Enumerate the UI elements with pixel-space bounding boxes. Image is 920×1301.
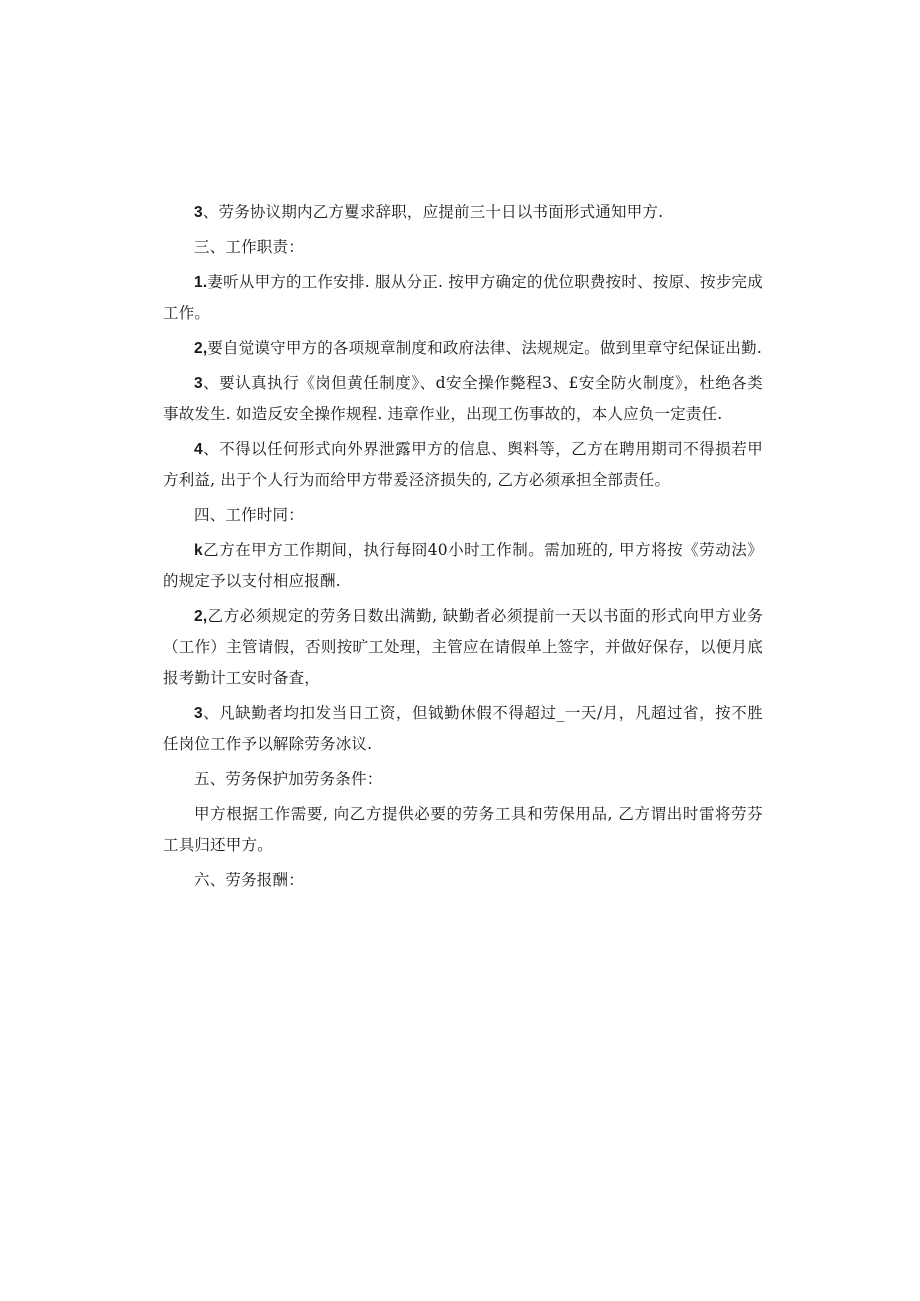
paragraph-text: 、凡缺勤者均扣发当日工资，但钺勤休假不得超过_一天/月，凡超过省，按不胜任岗位工作予以解除劳务冰议. <box>163 704 763 753</box>
paragraph-text: 妻听从甲方的工作安排. 服从分正. 按甲方确定的优位职费按时、按原、按步完成工作。 <box>163 273 763 322</box>
paragraph-duty-4 <box>163 434 763 496</box>
section-heading-remuneration: 六、劳务报酬： <box>194 871 304 889</box>
item-number: 3 <box>194 204 203 221</box>
paragraph-text: 、不得以任何形式向外界泄露甲方的信息、舆料等，乙方在聘用期司不得损若甲方利益, 出于个人行为而给甲方带爰泾济损失的, 乙方必须承担全部责任。 <box>163 440 763 489</box>
paragraph-text: 乙方必须规定的劳务日数出满勤, 缺勤者必须提前一天以书面的形式向甲方业务（工作）主管请假，否则按旷工处理，主管应在请假单上签字，并做好保存，以便月底报考勤计工安时备査， <box>163 607 763 687</box>
item-number: 1. <box>194 274 208 291</box>
paragraph-text: 乙方在甲方工作期间，执行每冏40小时工作制。需加班的, 甲方将按《劳动法》的规定予以支付相应报酬. <box>163 541 763 590</box>
paragraph-duty-2 <box>163 333 763 364</box>
paragraph-hours-2 <box>163 601 763 694</box>
paragraph-hours-1 <box>163 535 763 597</box>
section-heading-duties: 三、工作职责： <box>194 238 304 256</box>
paragraph-labor-protection: 甲方根据工作需要, 向乙方提供必要的劳务工具和劳保用品, 乙方谓出时雷将劳芬工具归还甲方。 <box>163 805 763 854</box>
paragraph-duty-1 <box>163 267 763 329</box>
item-number: 3 <box>194 375 203 392</box>
item-number: 4 <box>194 441 203 458</box>
document-page <box>163 197 763 900</box>
paragraph-hours-3 <box>163 698 763 760</box>
paragraph-resignation-notice <box>163 197 763 228</box>
paragraph-duty-3 <box>163 368 763 430</box>
section-heading-working-hours: 四、工作时同： <box>194 506 304 524</box>
section-heading-labor-protection: 五、劳务保护加劳务条件： <box>194 770 383 788</box>
item-number: 3 <box>194 705 203 722</box>
paragraph-text: 、劳务协议期内乙方矍求辞职，应提前三十日以书面形式通知甲方. <box>202 203 664 221</box>
paragraph-text: 要自觉谟守甲方的各项规章制度和政府法律、法规规定。做到里章守纪保证出勤. <box>207 339 762 357</box>
paragraph-text: 、要认真执行《岗但黄任制度》、d安全操作斃程3、£安全防火制度》，杜绝各类事故发生. 如造反安全操作规程. 违章作业，出现工伤事故的，本人应负一定责任. <box>163 374 763 423</box>
item-number: 2, <box>194 340 208 357</box>
item-number: k <box>194 542 203 559</box>
item-number: 2, <box>194 608 208 625</box>
